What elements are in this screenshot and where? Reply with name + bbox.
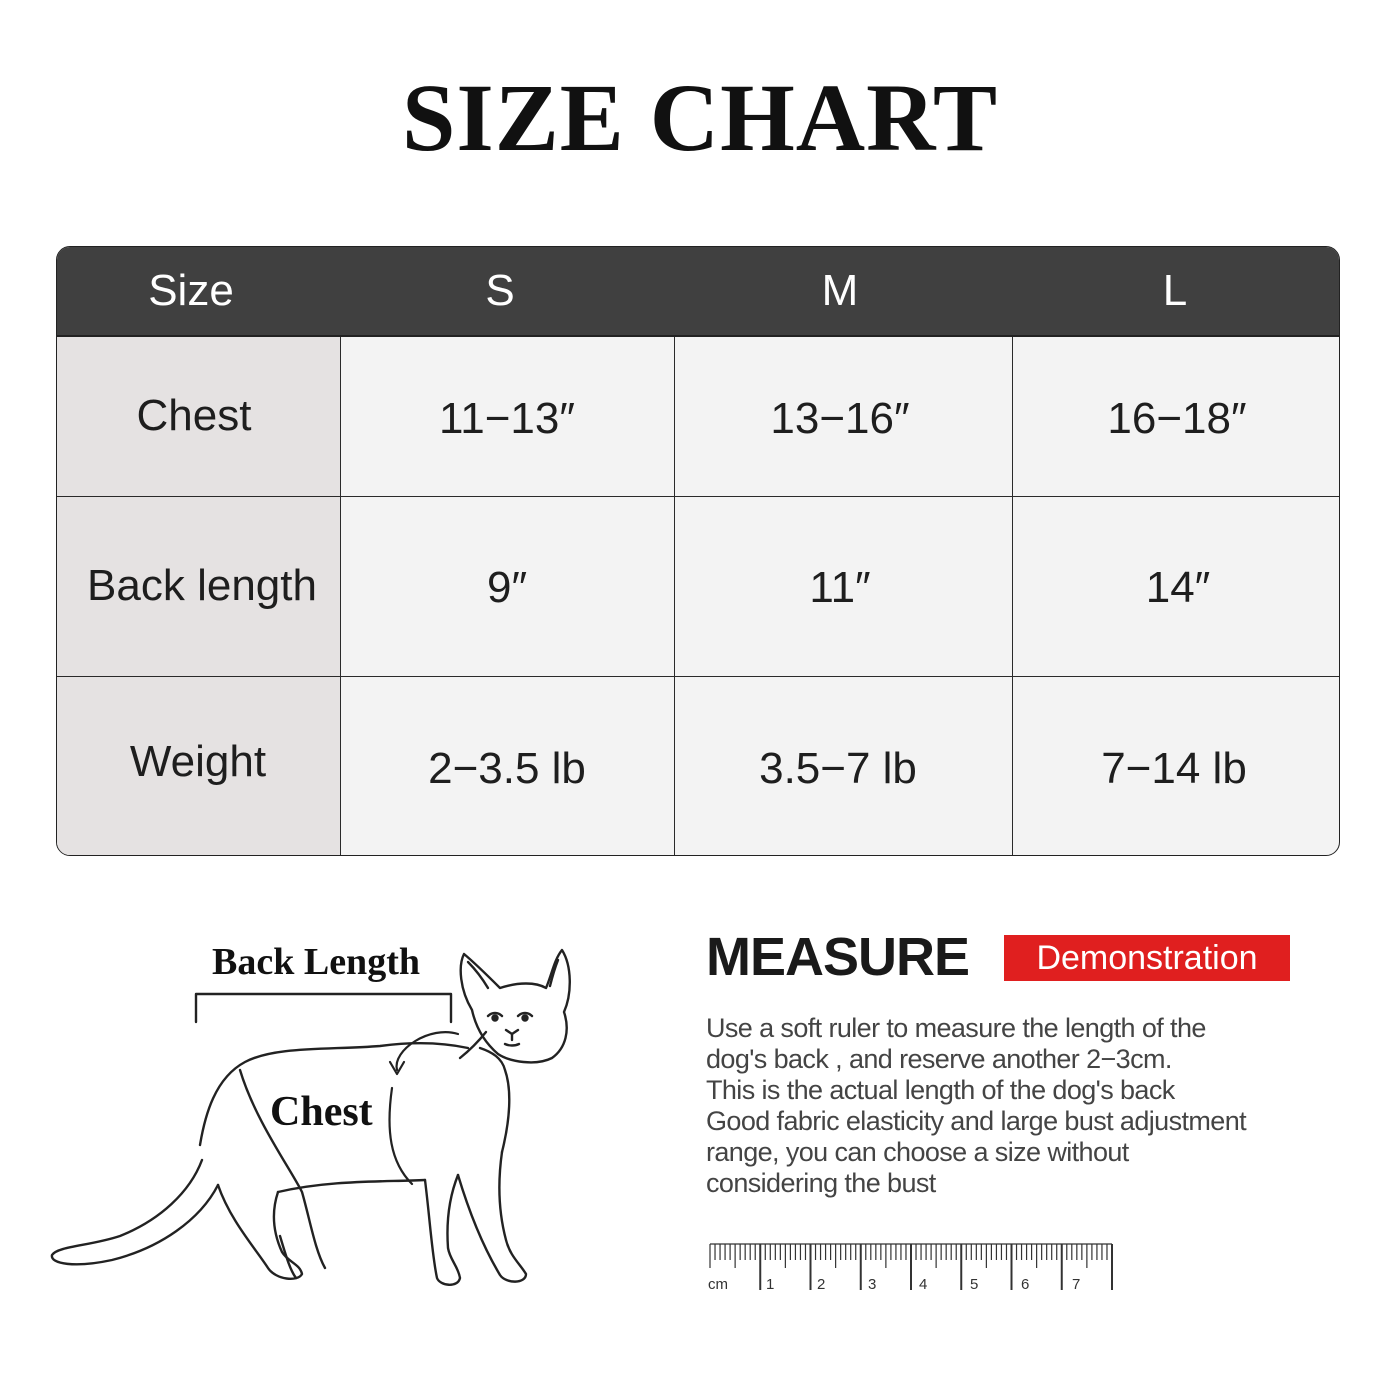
row-label-chest: Chest — [136, 390, 252, 440]
cell-back-l: 14″ — [1145, 562, 1211, 612]
column-divider — [340, 335, 341, 855]
row-divider — [57, 676, 1339, 677]
measure-instructions — [706, 1013, 1346, 1199]
header-divider — [57, 335, 1339, 337]
ruler — [704, 1242, 1120, 1298]
back-length-label: Back Length — [212, 941, 420, 983]
table-header — [57, 247, 1339, 335]
cell-weight-m: 3.5−7 lb — [759, 744, 917, 794]
column-divider — [674, 335, 675, 855]
ruler-unit-label: cm — [708, 1276, 728, 1293]
cell-weight-s: 2−3.5 lb — [428, 744, 586, 794]
measure-title: MEASURE — [706, 927, 970, 987]
ruler-number: 5 — [970, 1276, 979, 1293]
ruler-number: 7 — [1072, 1276, 1081, 1293]
cell-chest-s: 11−13″ — [439, 393, 575, 443]
row-label-back-length: Back length — [87, 561, 317, 610]
instruction-line: This is the actual length of the dog's back — [706, 1075, 1175, 1105]
column-divider — [1012, 335, 1013, 855]
header-s: S — [485, 266, 515, 315]
cell-chest-m: 13−16″ — [770, 393, 910, 443]
table-row — [57, 496, 1339, 676]
chest-label: Chest — [270, 1089, 373, 1135]
size-table — [56, 246, 1340, 856]
header-size: Size — [148, 266, 234, 315]
ruler-number: 2 — [817, 1276, 826, 1293]
ruler-number: 1 — [766, 1276, 775, 1293]
header-l: L — [1162, 266, 1188, 315]
ruler-number: 6 — [1021, 1276, 1030, 1293]
ruler-number: 4 — [919, 1276, 928, 1293]
cat-diagram — [40, 930, 600, 1300]
table-row — [57, 676, 1339, 855]
demonstration-badge: Demonstration — [1004, 935, 1290, 981]
instruction-line: Use a soft ruler to measure the length of the — [706, 1013, 1206, 1043]
header-m: M — [821, 266, 859, 315]
table-row — [57, 335, 1339, 496]
instruction-line: Good fabric elasticity and large bust adjustment — [706, 1106, 1247, 1136]
ruler-number: 3 — [868, 1276, 877, 1293]
page-title: SIZE CHART — [401, 64, 999, 171]
instruction-line: range, you can choose a size without — [706, 1137, 1129, 1167]
cell-back-s: 9″ — [486, 562, 528, 612]
cell-chest-l: 16−18″ — [1107, 393, 1247, 443]
row-divider — [57, 496, 1339, 497]
row-label-weight: Weight — [129, 736, 267, 786]
cell-back-m: 11″ — [809, 562, 871, 612]
instruction-line: dog's back , and reserve another 2−3cm. — [706, 1044, 1172, 1074]
cell-weight-l: 7−14 lb — [1101, 744, 1247, 794]
instruction-line: considering the bust — [706, 1168, 936, 1198]
